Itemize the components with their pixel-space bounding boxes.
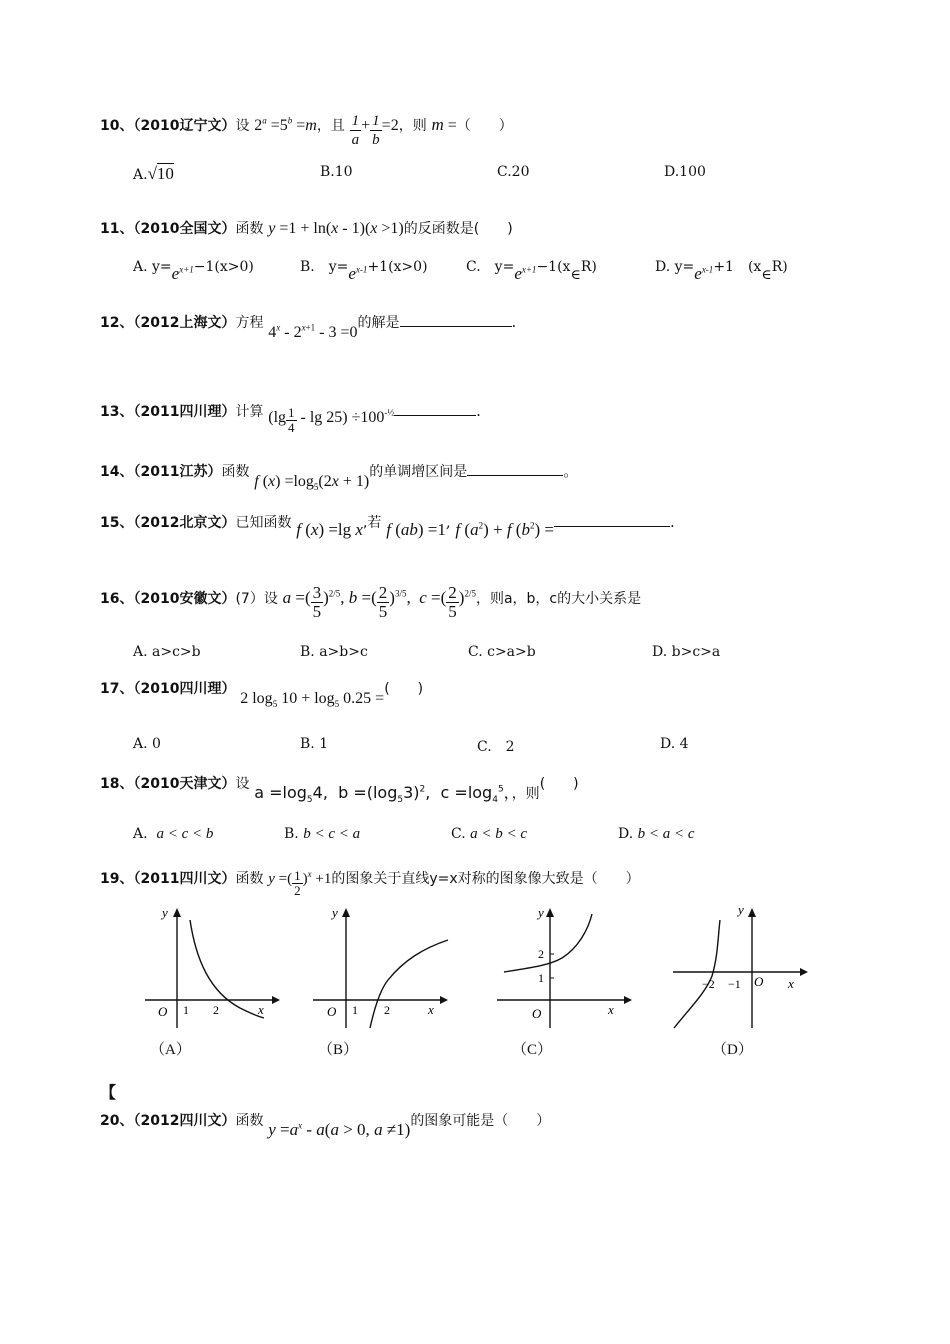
q12-answer-blank[interactable]	[400, 314, 512, 327]
svg-text:O: O	[532, 1006, 542, 1021]
question-16: 16、（2010安徽文）(7）设 a =( $\frac{3}{5}$ )$^{2/5}$, b =( $\frac{2}{5}$ )$^{3/5}$, c =( $\frac{2}{5}$ )$^{2/5}$，则a，b，c的大小关系是	[100, 583, 642, 621]
graph-d-curve	[674, 920, 720, 1028]
q18-option-c: C. a < b < c	[451, 826, 528, 842]
question-15: 15、（2012北京文）已知函数 f (x) =lg x,若 f (ab) =1, f $(a^2) + f$ $(b^2)$ = .	[100, 513, 675, 539]
q16-option-a: A. a>c>b	[133, 644, 201, 660]
graph-b-label: （B）	[318, 1042, 359, 1058]
q10-option-c: C.20	[497, 164, 530, 180]
q16-option-d: D. b>c>a	[652, 644, 721, 660]
q17-option-c: C. 2	[477, 739, 515, 755]
q16-option-b: B. a>b>c	[300, 644, 368, 660]
graph-c-curve	[504, 914, 592, 972]
q18-option-d: D. b < a < c	[618, 826, 695, 842]
question-18: 18、（2010天津文）设 $a =\log_54$, $b =(\log_53)^2$, $c =\log_4^5$，，则( )	[100, 776, 579, 806]
svg-text:2: 2	[213, 1003, 219, 1017]
graph-c	[492, 900, 642, 1030]
q11-equation: y =1 + ln(x - 1)(x >1)	[268, 220, 404, 237]
graph-a	[140, 900, 290, 1030]
q11-option-d: D. $y=e^{x-1}+1$ (x∈R)	[655, 259, 788, 283]
question-12: 12、（2012上海文）方程 $4^x - 2^{x+1} - 3 =0$的解是 .	[100, 313, 517, 341]
q18-definitions: $a =\log_54$, $b =(\log_53)^2$, $c =\log_4^5$，	[254, 783, 512, 806]
svg-text:2: 2	[384, 1003, 390, 1017]
svg-text:y: y	[738, 902, 744, 917]
q15-condition: f (ab) =1	[386, 520, 446, 539]
svg-text:−2: −2	[702, 977, 715, 991]
svg-text:x: x	[788, 976, 794, 991]
q16-definitions: a =( $\frac{3}{5}$ )$^{2/5}$, b =( $\frac{2}{5}$ )$^{3/5}$, c =( $\frac{2}{5}$ )$^{2/5}$	[282, 583, 476, 621]
svg-text:O: O	[158, 1004, 168, 1019]
svg-text:O: O	[327, 1004, 337, 1019]
q10-option-b: B.10	[320, 164, 353, 180]
svg-text:O: O	[754, 974, 764, 989]
svg-text:1: 1	[538, 971, 544, 985]
svg-text:1: 1	[352, 1003, 358, 1017]
q14-function: f $(x) =\log_5(2x + 1)$	[254, 473, 370, 493]
q11-option-a: A. $y=e^{x+1}-1(x>0)$	[133, 259, 254, 283]
question-10: 10、（2010辽宁文）设 $2^a =5^b =m$，且 $\frac{1}{a}$ + $\frac{1}{b}$ =2，则 m =（ ）	[100, 113, 513, 148]
q17-expression: 2 $\log_5 10 + \log_5 0.25$ =	[240, 690, 385, 710]
q11-option-b: B. $y=e^{x-1}+1(x>0)$	[300, 259, 428, 283]
q15-answer-blank[interactable]	[554, 514, 670, 527]
svg-text:1: 1	[183, 1003, 189, 1017]
graph-d	[668, 900, 818, 1030]
svg-text:y: y	[332, 905, 338, 920]
question-13: 13、（2011四川理）计算 (lg $\frac{1}{4}$ - $\lg 25) \div 100^{-\frac{1}{2}}$ .	[100, 402, 481, 435]
question-19: 19、（2011四川文）函数 y =( $\frac{1}{2}$ )$^x$ +1的图象关于直线y=x对称的图象像大致是（ ）	[100, 868, 640, 898]
graph-b	[308, 900, 458, 1030]
svg-text:x: x	[428, 1002, 434, 1017]
question-14: 14、（2011江苏）函数 f $(x) =\log_5(2x + 1)$的单调增区间是 。	[100, 462, 579, 493]
stray-bracket: 【	[100, 1083, 117, 1102]
q10-frac-a: $\frac{1}{a}$	[351, 113, 360, 148]
q20-function: $y =a^x - a(a > 0$, a ≠1)	[268, 1120, 411, 1139]
q10-equation: $2^a =5^b =m$	[254, 115, 317, 134]
svg-text:2: 2	[538, 947, 544, 961]
q17-option-a: A. 0	[133, 736, 161, 752]
svg-text:x: x	[608, 1002, 614, 1017]
q10-option-a: A.√10	[133, 164, 174, 183]
q18-option-b: B. b < c < a	[284, 826, 361, 842]
graph-a-curve	[190, 920, 264, 1018]
graph-a-label: （A）	[150, 1042, 191, 1058]
q17-option-d: D. 4	[660, 736, 689, 752]
q14-answer-blank[interactable]	[467, 463, 563, 476]
svg-text:y: y	[538, 905, 544, 920]
q16-option-c: C. c>a>b	[468, 644, 536, 660]
graph-c-label: （C）	[512, 1042, 553, 1058]
question-17: 17、（2010四川理） 2 $\log_5 10 + \log_5 0.25$ =( )	[100, 681, 424, 710]
graph-b-curve	[370, 940, 448, 1028]
q10-frac-b: $\frac{1}{b}$	[372, 113, 380, 148]
question-11: 11、（2010全国文）函数 y =1 + ln(x - 1)(x >1)的反函数是( )	[100, 220, 513, 237]
q11-option-c: C. $y=e^{x+1}-1(x\in R)$	[466, 259, 597, 283]
q12-equation: $4^x - 2^{x+1} - 3 =0$	[268, 322, 358, 341]
q15-expression: f $(a^2) + f$ $(b^2)$ =	[455, 520, 554, 539]
q10-option-d: D.100	[664, 164, 706, 180]
svg-text:x: x	[258, 1002, 264, 1017]
q10-number: 10、	[100, 118, 134, 134]
q13-answer-blank[interactable]	[394, 403, 476, 416]
q13-expression: (lg $\frac{1}{4}$ - $\lg 25) \div 100^{-\frac{1}{2}}$	[268, 405, 395, 435]
q18-option-a: A. a < c < b	[133, 826, 214, 842]
graph-d-label: （D）	[712, 1042, 753, 1058]
svg-text:y: y	[162, 905, 168, 920]
q17-option-b: B. 1	[300, 736, 329, 752]
question-20: 20、（2012四川文）函数 $y =a^x - a(a > 0$, a ≠1)的图象可能是（ ）	[100, 1113, 551, 1139]
q15-function: f (x) =lg x	[296, 520, 363, 539]
q19-function: y =( $\frac{1}{2}$ )$^x$ +1	[268, 868, 332, 898]
q10-text: 设	[235, 118, 250, 134]
q10-source: （2010辽宁文）	[133, 118, 236, 134]
svg-text:−1: −1	[728, 977, 741, 991]
